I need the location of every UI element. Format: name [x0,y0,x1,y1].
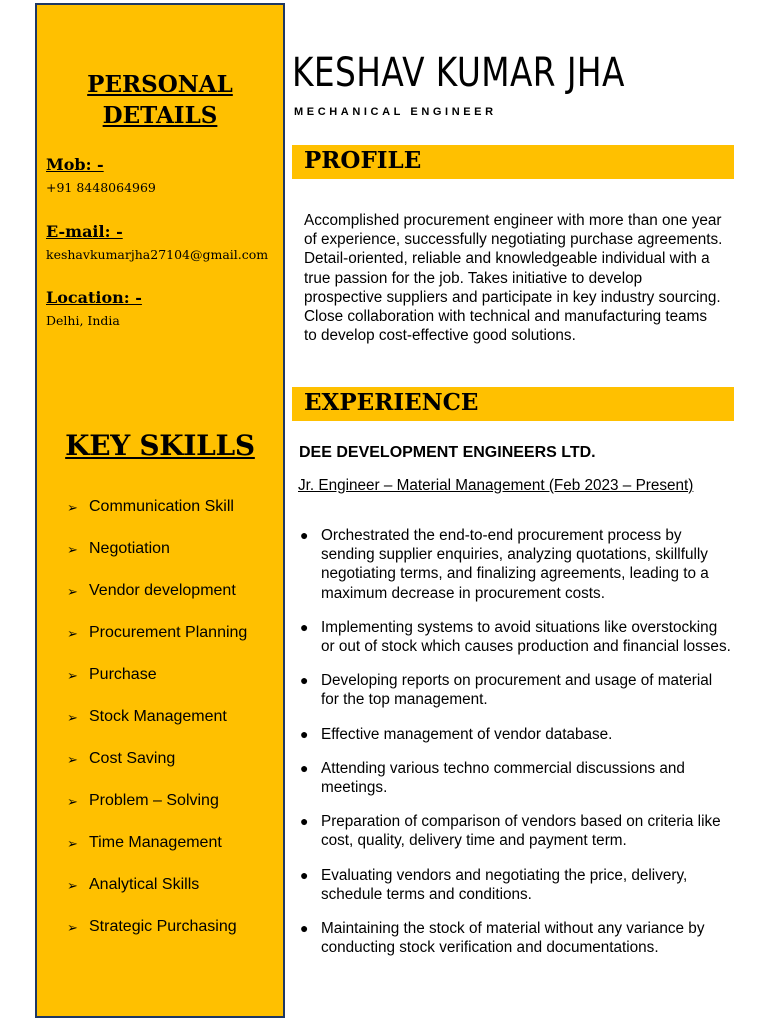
skill-item [67,918,247,960]
skill-item [67,498,247,540]
skill-label: Purchase [89,666,157,683]
profile-heading: PROFILE [304,147,422,174]
experience-bullet [298,866,734,904]
skill-item [67,792,247,834]
bullet-dot-icon: ● [300,672,309,689]
experience-bullet-text: Maintaining the stock of material without any variance by conducting stock verification and documentations. [321,920,705,957]
email-value: keshavkumarjha27104@gmail.com [46,247,269,262]
bullet-dot-icon: ● [300,759,309,776]
sidebar [35,3,285,1018]
skill-label: Time Management [89,834,222,851]
skill-item [67,708,247,750]
profile-summary: Accomplished procurement engineer with more than one year of experience, successfully negotiating purchase agreements. Detail-oriented, reliable and knowledgeable individual with a true passion for the job. Takes initiative to develop prospective suppliers and participate in key industry sourcing. Close collaboration with technical and manufacturing teams to develop cost-effective good solutions. [304,212,723,345]
skill-label: Vendor development [89,582,236,599]
email-label: E-mail: - [46,222,123,241]
experience-bullet-text: Attending various techno commercial discussions and meetings. [321,759,685,797]
skill-label: Problem – Solving [89,792,219,809]
arrow-bullet-icon: ➢ [67,626,78,641]
experience-bullet-text: Effective management of vendor database. [321,725,613,743]
skill-item [67,540,247,582]
skill-item [67,834,247,876]
personal-details-heading-line1: PERSONAL [87,71,233,98]
skill-label: Stock Management [89,708,227,725]
experience-bullet [298,526,734,603]
experience-heading-bar [292,387,734,421]
arrow-bullet-icon: ➢ [67,584,78,599]
skill-item [67,876,247,918]
experience-heading: EXPERIENCE [304,389,479,416]
bullet-dot-icon: ● [300,813,309,830]
skill-item [67,750,247,792]
arrow-bullet-icon: ➢ [67,752,78,767]
arrow-bullet-icon: ➢ [67,794,78,809]
bullet-dot-icon: ● [300,866,309,883]
location-value: Delhi, India [46,313,120,328]
arrow-bullet-icon: ➢ [67,668,78,683]
skill-label: Analytical Skills [89,876,200,893]
skill-label: Procurement Planning [89,624,248,641]
job-title: MECHANICAL ENGINEER [294,106,497,118]
skills-list [67,498,247,960]
arrow-bullet-icon: ➢ [67,500,78,515]
skill-label: Cost Saving [89,750,176,767]
experience-bullet [298,812,734,850]
experience-bullets [298,526,734,957]
skill-label: Negotiation [89,540,170,557]
profile-heading-bar [292,145,734,179]
arrow-bullet-icon: ➢ [67,920,78,935]
arrow-bullet-icon: ➢ [67,542,78,557]
skill-label: Strategic Purchasing [89,918,237,935]
arrow-bullet-icon: ➢ [67,710,78,725]
candidate-name: KESHAV KUMAR JHA [292,50,625,96]
personal-details-heading-line2: DETAILS [102,102,218,129]
experience-bullet-text: Orchestrated the end-to-end procurement process by sending supplier enquiries, analyzing quotations, skillfully negotiating terms, and finalizing agreements, leading to a maximum decrease in procurement costs. [321,527,709,602]
experience-bullet [298,725,734,744]
bullet-dot-icon: ● [300,725,309,742]
skill-label: Communication Skill [89,498,234,515]
key-skills-heading: KEY SKILLS [65,429,255,462]
experience-bullet-text: Implementing systems to avoid situations like overstocking or out of stock which causes production and financial losses. [321,618,731,656]
experience-bullet [298,671,734,709]
arrow-bullet-icon: ➢ [67,878,78,893]
bullet-dot-icon: ● [300,618,309,635]
skill-item [67,624,247,666]
experience-bullet-text: Developing reports on procurement and usage of material for the top management. [321,672,713,709]
experience-bullet [298,618,734,656]
personal-details-heading [37,69,283,131]
location-label: Location: - [46,288,142,307]
company-name: DEE DEVELOPMENT ENGINEERS LTD. [299,444,596,461]
skill-item [67,582,247,624]
experience-bullet [298,919,734,957]
bullet-dot-icon: ● [300,920,309,937]
experience-bullet-text: Evaluating vendors and negotiating the price, delivery, schedule terms and conditions. [321,866,688,903]
mobile-label: Mob: - [46,155,104,174]
job-role: Jr. Engineer – Material Management (Feb 2023 – Present) [298,477,694,494]
bullet-dot-icon: ● [300,527,309,543]
experience-bullet [298,759,734,797]
arrow-bullet-icon: ➢ [67,836,78,851]
experience-bullet-text: Preparation of comparison of vendors based on criteria like cost, quality, delivery time and payment term. [321,813,721,850]
skill-item [67,666,247,708]
mobile-value: +91 8448064969 [46,180,156,195]
